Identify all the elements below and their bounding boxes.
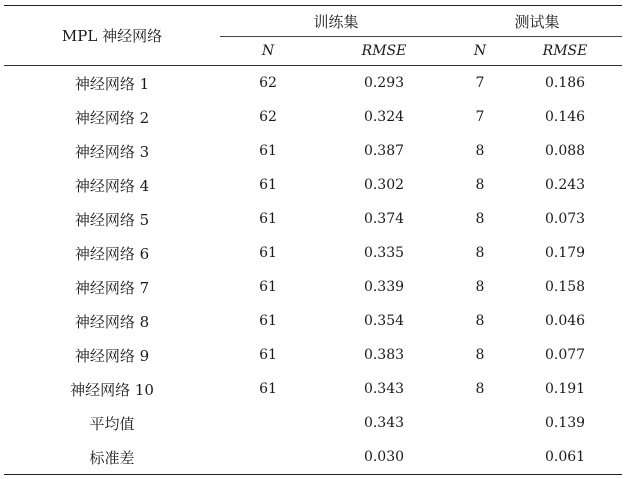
row-name-cell: 神经网络 3 (74, 142, 150, 161)
test-n-cell: 8 (475, 211, 485, 227)
train-n-cell: 61 (259, 177, 277, 193)
row-header-label: MPL 神经网络 (4, 6, 220, 66)
table-body (4, 66, 622, 475)
table-row (4, 236, 622, 270)
test-rmse-cell: 0.191 (544, 381, 586, 397)
train-n-cell: 61 (259, 347, 277, 363)
train-n-cell: 61 (259, 211, 277, 227)
table-row (4, 270, 622, 304)
table-header (4, 6, 622, 66)
train-n-cell: 62 (259, 109, 277, 125)
table-row (4, 134, 622, 168)
train-n-cell: 61 (259, 313, 277, 329)
train-rmse-cell: 0.383 (363, 347, 405, 363)
test-n-cell (452, 406, 508, 440)
test-rmse-cell: 0.088 (544, 143, 586, 159)
row-name-cell: 神经网络 10 (70, 380, 154, 399)
table-row (4, 440, 622, 475)
row-name-cell: 神经网络 5 (74, 210, 150, 229)
train-n-cell (220, 406, 316, 440)
table-row (4, 66, 622, 101)
train-rmse-cell: 0.343 (363, 381, 405, 397)
test-rmse-cell: 0.146 (544, 109, 586, 125)
results-table (4, 5, 622, 475)
test-n-cell (452, 440, 508, 475)
train-rmse-header: RMSE (361, 43, 407, 59)
row-name-cell: 神经网络 4 (74, 176, 150, 195)
row-name-cell: 标准差 (4, 440, 220, 475)
train-rmse-cell: 0.335 (363, 245, 405, 261)
train-rmse-cell: 0.324 (363, 109, 405, 125)
train-rmse-cell: 0.354 (363, 313, 405, 329)
train-rmse-cell: 0.387 (363, 143, 405, 159)
table-row (4, 338, 622, 372)
train-n-cell: 62 (259, 75, 277, 91)
test-n-cell: 8 (475, 279, 485, 295)
table-row (4, 168, 622, 202)
row-name-cell: 神经网络 1 (74, 74, 150, 93)
test-rmse-cell: 0.061 (508, 440, 622, 475)
table-row (4, 406, 622, 440)
test-rmse-cell: 0.077 (544, 347, 586, 363)
train-rmse-cell: 0.339 (363, 279, 405, 295)
test-rmse-cell: 0.158 (544, 279, 586, 295)
test-rmse-cell: 0.179 (544, 245, 586, 261)
table-row (4, 304, 622, 338)
test-rmse-cell: 0.186 (544, 75, 586, 91)
test-n-cell: 8 (475, 313, 485, 329)
test-rmse-cell: 0.073 (544, 211, 586, 227)
row-name-cell: 神经网络 2 (74, 108, 150, 127)
train-n-cell: 61 (259, 381, 277, 397)
test-n-cell: 7 (475, 109, 485, 125)
train-rmse-cell: 0.293 (363, 75, 405, 91)
test-rmse-header: RMSE (542, 43, 588, 59)
test-n-cell: 8 (475, 245, 485, 261)
train-group-header: 训练集 (220, 6, 452, 37)
test-n-cell: 7 (475, 75, 485, 91)
test-rmse-cell: 0.243 (544, 177, 586, 193)
test-n-cell: 8 (475, 177, 485, 193)
test-n-cell: 8 (475, 381, 485, 397)
train-rmse-cell: 0.030 (316, 440, 452, 475)
table-row (4, 372, 622, 406)
results-table-container (4, 5, 622, 475)
train-n-cell: 61 (259, 245, 277, 261)
train-n-cell: 61 (259, 279, 277, 295)
test-rmse-cell: 0.139 (544, 415, 586, 431)
test-n-cell: 8 (475, 143, 485, 159)
row-name-cell: 神经网络 8 (74, 312, 150, 331)
train-rmse-cell: 0.302 (363, 177, 405, 193)
table-row (4, 100, 622, 134)
row-name-cell: 神经网络 9 (74, 346, 150, 365)
train-n-cell: 61 (259, 143, 277, 159)
test-rmse-cell: 0.046 (544, 313, 586, 329)
train-rmse-cell: 0.343 (363, 415, 405, 431)
train-n-header: N (261, 43, 275, 59)
row-name-cell: 神经网络 6 (74, 244, 150, 263)
test-n-cell: 8 (475, 347, 485, 363)
train-n-cell (220, 440, 316, 475)
test-n-header: N (473, 43, 487, 59)
table-row (4, 202, 622, 236)
row-name-cell: 平均值 (89, 414, 135, 433)
row-name-cell: 神经网络 7 (74, 278, 150, 297)
train-rmse-cell: 0.374 (363, 211, 405, 227)
test-group-header: 测试集 (452, 6, 622, 37)
